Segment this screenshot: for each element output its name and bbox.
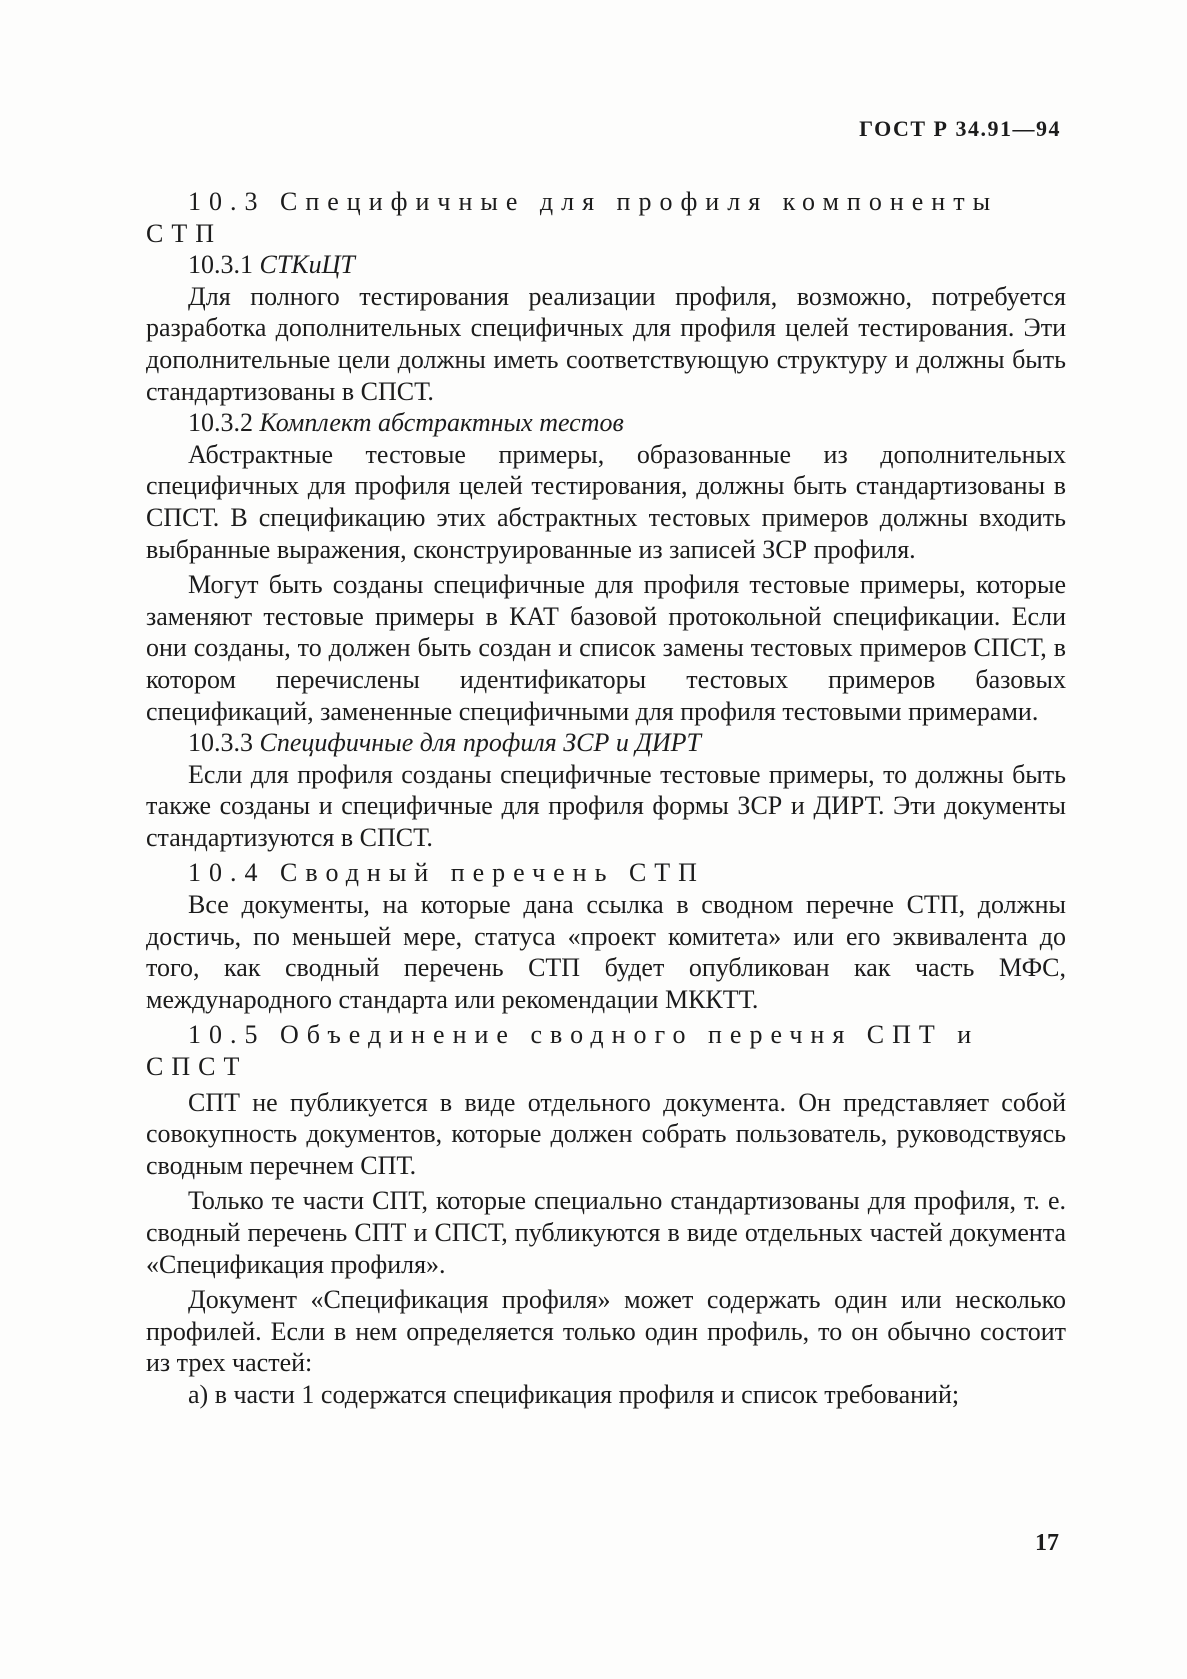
- section-heading: [146, 1019, 1066, 1082]
- paragraph: Для полного тестирования реализации профиля, возможно, потребуется разработка дополнительных специфичных для профиля целей тестирования. Эти дополнительные цели должны иметь соответствующую структуру и должны быть стандартизованы в СПСТ.: [146, 281, 1066, 406]
- section-number: 10.4: [188, 858, 266, 888]
- list-item: а) в части 1 содержатся спецификация профиля и список требований;: [188, 1379, 960, 1409]
- subsection-title: СТКиЦТ: [259, 250, 355, 280]
- section-number: 10.5: [188, 1020, 266, 1050]
- paragraph: Абстрактные тестовые примеры, образованные из дополнительных специфичных для профиля целей тестирования, должны быть стандартизованы в СПСТ. В спецификацию этих абстрактных тестовых примеров должны входить выбранные выражения, сконструированные из записей ЗСР профиля.: [146, 439, 1066, 564]
- subsection-title: Комплект абстрактных тестов: [259, 408, 624, 438]
- section-number: 10.3: [188, 187, 266, 216]
- subsection-heading: [146, 407, 1066, 439]
- subsection-number: 10.3.2: [188, 408, 253, 438]
- subsection-heading: [146, 727, 1066, 759]
- page-number: 17: [1035, 1530, 1059, 1556]
- paragraph: Документ «Спецификация профиля» может содержать один или несколько профилей. Если в нем определяется только один профиль, то он обычно состоит из трех частей:: [146, 1285, 1066, 1378]
- paragraph: Могут быть созданы специфичные для профиля тестовые примеры, которые заменяют тестовые примеры в КАТ базовой протокольной спецификации. Если они созданы, то должен быть создан и список замены тестовых примеров СПСТ, в котором перечислены идентификаторы тестовых примеров базовых спецификаций, замененные специфичными для профиля тестовыми примерами.: [146, 570, 1066, 726]
- section-title: Объединение сводного перечня СПТ и СПСТ: [146, 1020, 980, 1082]
- standard-designation: ГОСТ Р 34.91—94: [859, 116, 1061, 141]
- paragraph: Все документы, на которые дана ссылка в сводном перечне СТП, должны достичь, по меньшей мере, статуса «проект комитета» или его эквивалента до того, как сводный перечень СТП будет опубликован как часть МФС, международного стандарта или рекомендации МККТТ.: [146, 890, 1066, 1014]
- subsection-heading: [146, 249, 1066, 281]
- section-title: Сводный перечень СТП: [280, 858, 705, 888]
- subsection-number: 10.3.1: [188, 250, 253, 280]
- section-heading: [146, 186, 1066, 249]
- paragraph: Если для профиля созданы специфичные тестовые примеры, то должны быть также созданы и специфичные для профиля формы ЗСР и ДИРТ. Эти документы стандартизуются в СПСТ.: [146, 759, 1066, 852]
- section-heading: [146, 857, 1066, 889]
- paragraph: СПТ не публикуется в виде отдельного документа. Он представляет собой совокупность документов, которые должен собрать пользователь, руководствуясь сводным перечнем СПТ.: [146, 1087, 1066, 1180]
- subsection-title: Специфичные для профиля ЗСР и ДИРТ: [259, 728, 702, 758]
- paragraph: Только те части СПТ, которые специально стандартизованы для профиля, т. е. сводный перечень СПТ и СПСТ, публикуются в виде отдельных частей документа «Спецификация профиля».: [146, 1186, 1066, 1279]
- body-text: [146, 186, 1066, 1411]
- section-title: Специфичные для профиля компоненты СТП: [146, 187, 999, 248]
- subsection-number: 10.3.3: [188, 728, 253, 758]
